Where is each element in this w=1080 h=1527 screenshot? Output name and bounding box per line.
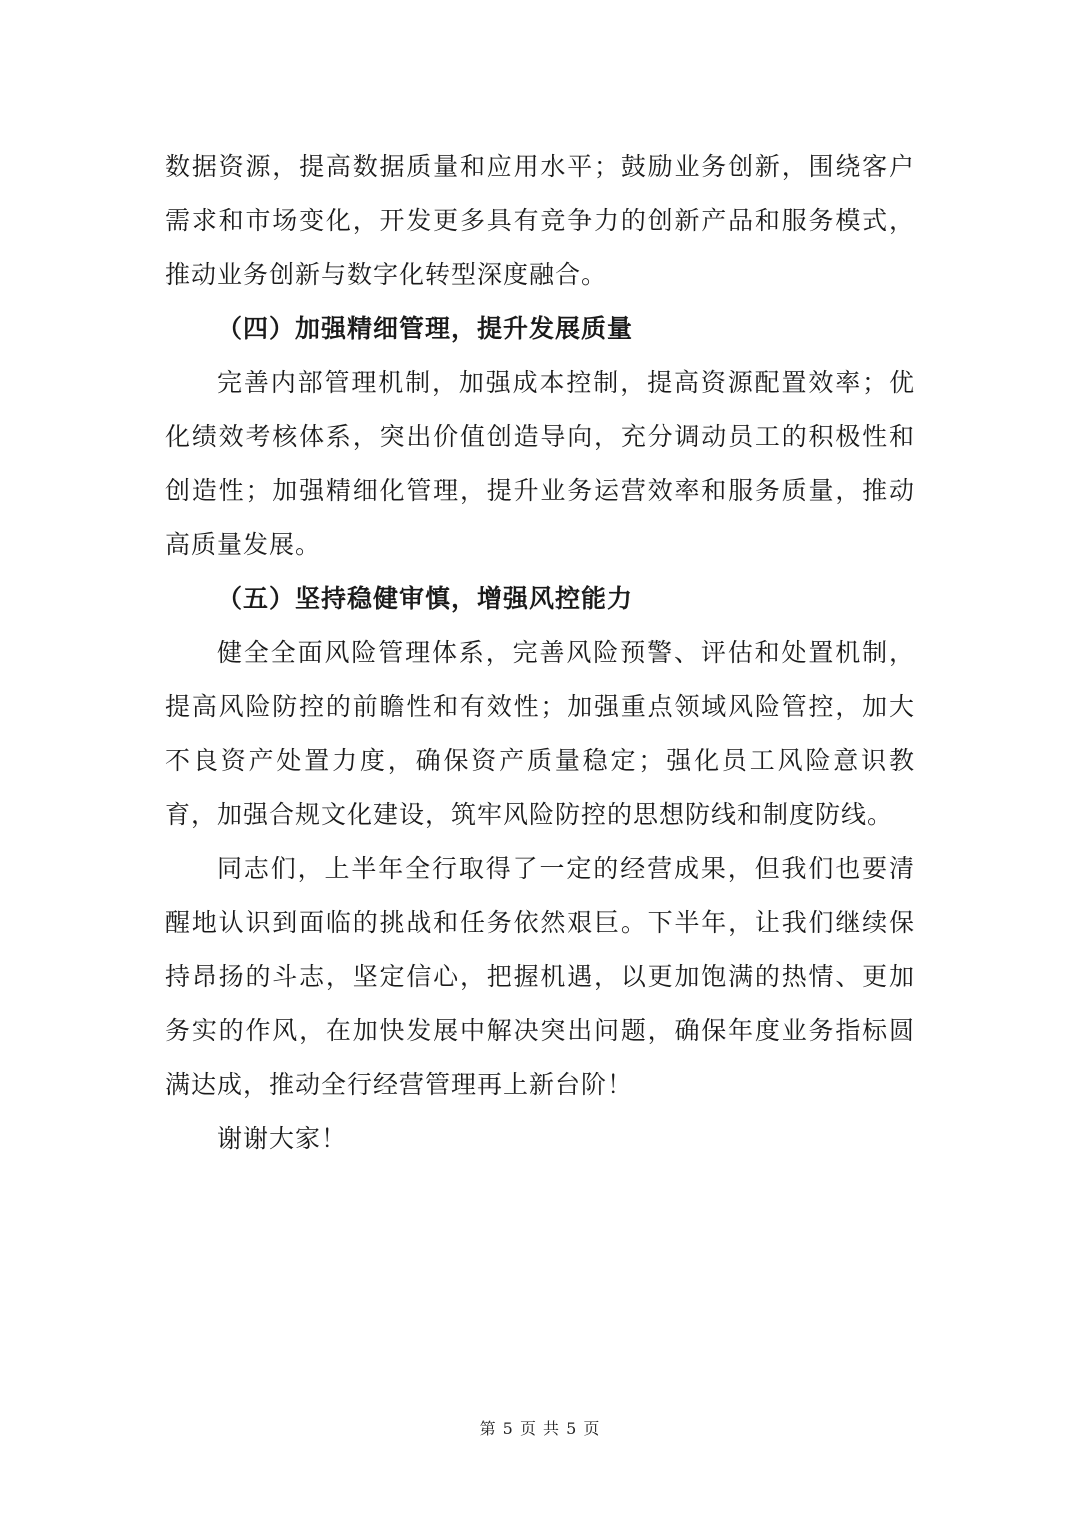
section-heading-5: （五）坚持稳健审慎，增强风控能力 bbox=[217, 584, 634, 613]
paragraph-section-4: 完善内部管理机制，加强成本控制，提高资源配置效率；优化绩效考核体系，突出价值创造导向，充分调动员工的积极性和创造性；加强精细化管理，提升业务运营效率和服务质量，推动高质量发展。 bbox=[165, 368, 915, 559]
paragraph-thanks: 谢谢大家！ bbox=[217, 1124, 348, 1153]
page-number-footer: 第 5 页 共 5 页 bbox=[479, 1419, 601, 1438]
document-body bbox=[165, 140, 915, 1166]
paragraph-closing: 同志们，上半年全行取得了一定的经营成果，但我们也要清醒地认识到面临的挑战和任务依然艰巨。下半年，让我们继续保持昂扬的斗志，坚定信心，把握机遇，以更加饱满的热情、更加务实的作风，在加快发展中解决突出问题，确保年度业务指标圆满达成，推动全行经营管理再上新台阶！ bbox=[165, 854, 915, 1099]
paragraph-intro-continuation: 数据资源，提高数据质量和应用水平；鼓励业务创新，围绕客户需求和市场变化，开发更多具有竞争力的创新产品和服务模式，推动业务创新与数字化转型深度融合。 bbox=[165, 152, 915, 289]
paragraph-section-5: 健全全面风险管理体系，完善风险预警、评估和处置机制，提高风险防控的前瞻性和有效性；加强重点领域风险管控，加大不良资产处置力度，确保资产质量稳定；强化员工风险意识教育，加强合规文化建设，筑牢风险防控的思想防线和制度防线。 bbox=[165, 638, 915, 829]
section-heading-4: （四）加强精细管理，提升发展质量 bbox=[217, 314, 634, 343]
